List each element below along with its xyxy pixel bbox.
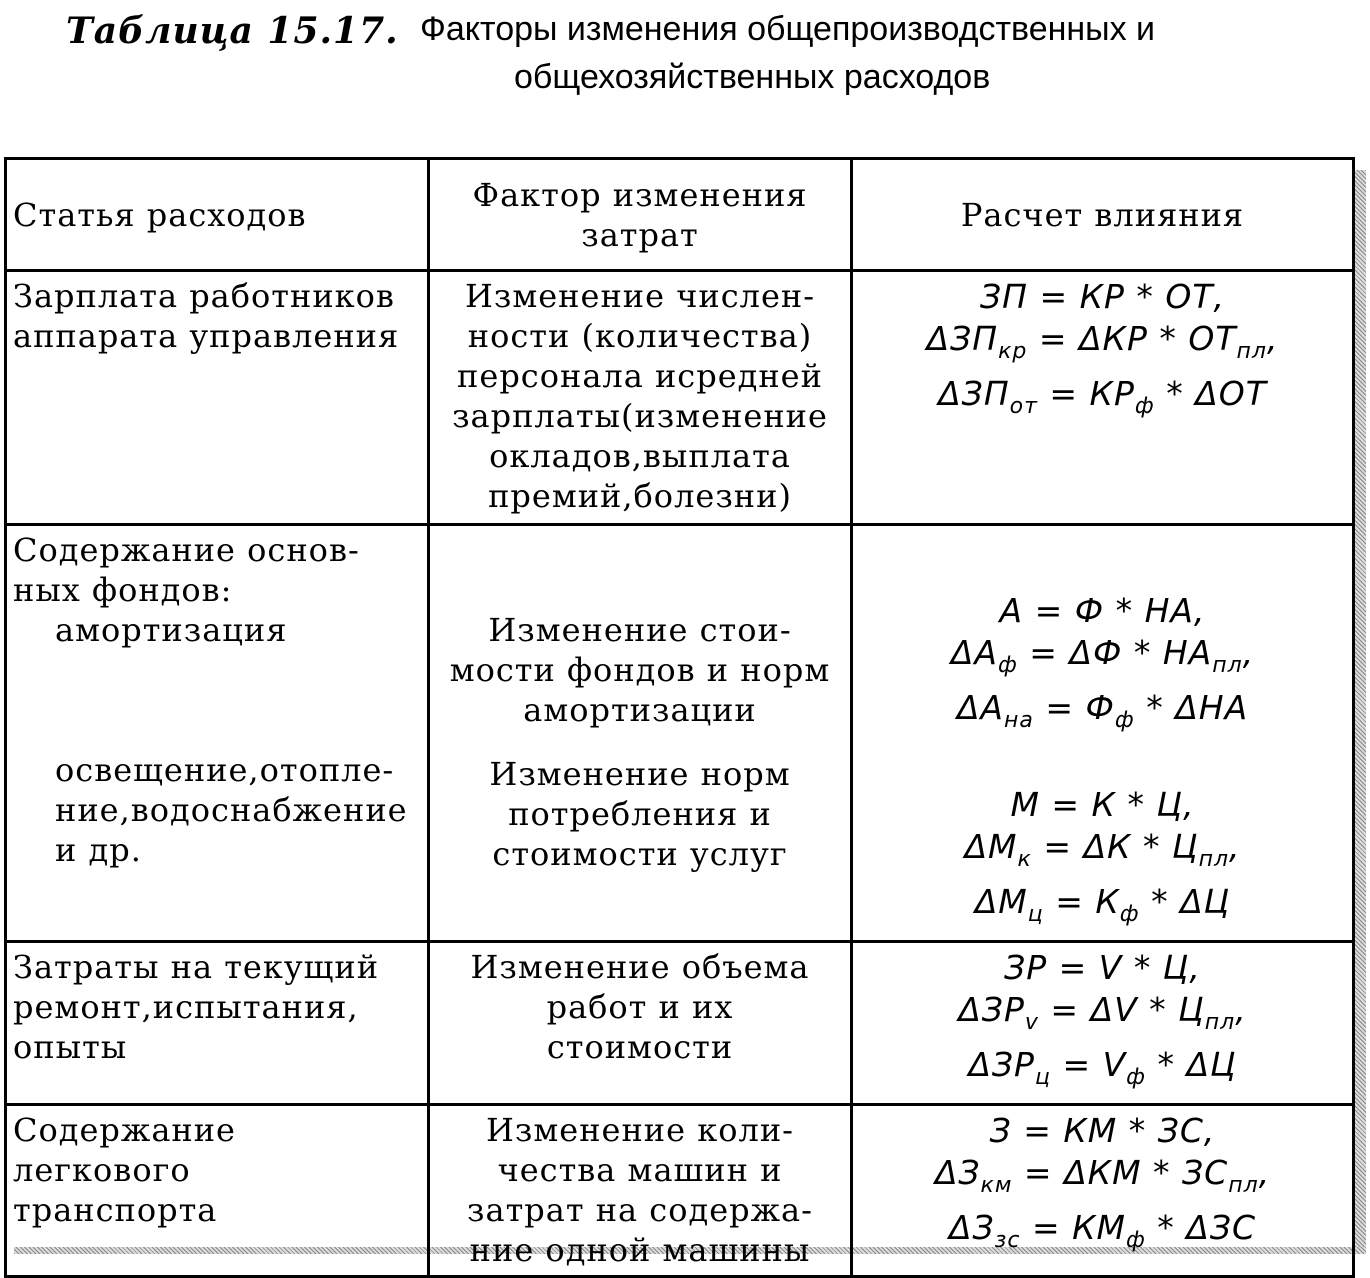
article-cell <box>6 525 429 942</box>
factor-cell <box>429 525 852 942</box>
factor-line: Изменение стои- <box>488 611 792 649</box>
formula-subscript: ф <box>1119 902 1140 927</box>
spacer <box>859 530 1346 590</box>
formula-part: , <box>1258 1153 1271 1192</box>
formula-line <box>859 989 1346 1044</box>
article-line: Содержание <box>13 1111 236 1149</box>
formula-subscript: к <box>1017 847 1032 872</box>
formula-subscript: пл <box>1204 1010 1236 1035</box>
factor-line: работ и их <box>546 988 734 1026</box>
factor-line: Изменение коли- <box>486 1111 794 1149</box>
calculation-cell <box>852 1105 1354 1277</box>
factor-line: зарплаты(изменение <box>452 397 828 435</box>
header-article: Статья расходов <box>6 159 429 271</box>
article-line: Содержание основ- <box>13 531 360 569</box>
factors-table <box>4 157 1352 1269</box>
header-row <box>6 159 1354 271</box>
formula-line <box>859 826 1346 881</box>
formula-part: ΔЗП <box>926 319 999 358</box>
calculation-cell <box>852 525 1354 942</box>
header-calculation: Расчет влияния <box>852 159 1354 271</box>
calculation-cell <box>852 271 1354 525</box>
formula-subscript: пл <box>1212 653 1243 678</box>
formula-subscript: на <box>1003 708 1034 733</box>
formula-subscript: пл <box>1228 1173 1259 1198</box>
article-line: легкового <box>13 1151 191 1189</box>
formula-subscript: пл <box>1198 847 1230 872</box>
formula-part: ΔЗП <box>938 374 1010 413</box>
formula-line: ЗП = КР * ОТ, <box>979 277 1226 316</box>
formula-part: ΔЗР <box>958 990 1025 1029</box>
expenses-table <box>4 157 1355 1278</box>
article-cell <box>6 942 429 1105</box>
calculation-cell <box>852 942 1354 1105</box>
table-title-line-1: Факторы изменения общепроизводственных и <box>420 10 1156 48</box>
formula-part: * ΔЗС <box>1145 1208 1257 1247</box>
formula-part: * ΔОТ <box>1154 374 1267 413</box>
formula-line <box>859 687 1346 742</box>
formula-line <box>859 1044 1346 1099</box>
formula-part: ΔМ <box>974 882 1028 921</box>
table-row <box>6 942 1354 1105</box>
formula-part: * ΔНА <box>1134 688 1249 727</box>
formula-line: ЗР = V * Ц, <box>1004 948 1201 987</box>
formula-part: ΔЗ <box>934 1153 981 1192</box>
formula-part: = ΔКМ * ЗС <box>1012 1153 1229 1192</box>
article-line: опыты <box>13 1028 128 1066</box>
formula-part: ΔЗ <box>948 1208 995 1247</box>
table-caption <box>0 4 1370 124</box>
formula-subscript: ф <box>1126 1065 1146 1090</box>
factor-line: ности (количества) <box>467 317 813 355</box>
formula-part: * ΔЦ <box>1145 1045 1237 1084</box>
article-line: аппарата управления <box>13 317 400 355</box>
article-cell <box>6 271 429 525</box>
article-line: Затраты на текущий <box>13 948 380 986</box>
header-factor: Фактор изменения затрат <box>429 159 852 271</box>
formula-part: , <box>1229 827 1241 866</box>
factor-line: персонала исредней <box>457 357 823 395</box>
formula-line: А = Ф * НА, <box>999 591 1206 630</box>
formula-line <box>859 632 1346 687</box>
article-line: ных фондов: <box>13 571 233 609</box>
formula-part: ΔЗР <box>968 1045 1035 1084</box>
factor-line: мости фондов и норм <box>449 651 831 689</box>
table-row <box>6 271 1354 525</box>
formula-subscript: ф <box>997 653 1018 678</box>
factor-line: стоимости <box>546 1028 734 1066</box>
formula-subscript: зс <box>994 1228 1021 1253</box>
formula-subscript: ц <box>1027 902 1044 927</box>
table-row <box>6 525 1354 942</box>
formula-subscript: ф <box>1134 394 1155 419</box>
formula-part: , <box>1242 633 1255 672</box>
formula-part: ΔА <box>950 633 998 672</box>
factor-line: премий,болезни) <box>488 477 792 515</box>
factor-line: Изменение числен- <box>464 277 816 315</box>
formula-subscript: ц <box>1034 1065 1051 1090</box>
article-line: ние,водоснабжение <box>55 791 408 829</box>
spacer <box>859 742 1346 784</box>
formula-part: = ΔКР * ОТ <box>1027 319 1237 358</box>
table-title-line-2: общехозяйственных расходов <box>514 58 991 96</box>
article-line: и др. <box>55 831 142 869</box>
spacer <box>436 730 844 754</box>
formula-part: = К <box>1043 882 1120 921</box>
formula-line <box>859 881 1346 936</box>
factor-line: потребления и <box>508 795 772 833</box>
factor-line: окладов,выплата <box>489 437 791 475</box>
spacer <box>436 530 844 610</box>
formula-subscript: от <box>1009 394 1038 419</box>
factor-cell <box>429 271 852 525</box>
formula-line <box>859 373 1346 428</box>
formula-part: = ΔV * Ц <box>1038 990 1205 1029</box>
factor-line: ние одной машины <box>469 1231 811 1269</box>
article-line: транспорта <box>13 1191 218 1229</box>
formula-line <box>859 1152 1346 1207</box>
factor-line: затрат на содержа- <box>467 1191 813 1229</box>
article-line: амортизация <box>55 611 288 649</box>
formula-part: = Ф <box>1033 688 1115 727</box>
article-line: освещение,отопле- <box>55 751 395 789</box>
formula-line <box>859 318 1346 373</box>
spacer <box>13 650 421 750</box>
formula-part: = V <box>1050 1045 1127 1084</box>
formula-part: , <box>1235 990 1247 1029</box>
formula-part: = ΔК * Ц <box>1031 827 1199 866</box>
factor-line: амортизации <box>523 691 757 729</box>
factor-line: чества машин и <box>497 1151 783 1189</box>
formula-subscript: ф <box>1114 708 1135 733</box>
formula-part: ΔА <box>956 688 1004 727</box>
formula-subscript: v <box>1024 1010 1039 1035</box>
formula-part: = КР <box>1037 374 1135 413</box>
formula-subscript: ф <box>1125 1228 1146 1253</box>
formula-line: З = КМ * ЗС, <box>989 1111 1216 1150</box>
formula-subscript: пл <box>1236 339 1267 364</box>
factor-cell <box>429 1105 852 1277</box>
formula-part: * ΔЦ <box>1139 882 1231 921</box>
article-cell <box>6 1105 429 1277</box>
formula-part: ΔМ <box>964 827 1018 866</box>
article-line: ремонт,испытания, <box>13 988 359 1026</box>
formula-line: М = К * Ц, <box>1010 785 1195 824</box>
factor-cell <box>429 942 852 1105</box>
formula-part: , <box>1266 319 1279 358</box>
formula-part: = ΔФ * НА <box>1017 633 1213 672</box>
article-line: Зарплата работников <box>13 277 395 315</box>
table-number: Таблица 15.17. <box>66 10 399 52</box>
table-row <box>6 1105 1354 1277</box>
formula-subscript: км <box>980 1173 1013 1198</box>
factor-line: Изменение объема <box>470 948 810 986</box>
factor-line: стоимости услуг <box>492 835 788 873</box>
formula-subscript: кр <box>998 339 1028 364</box>
formula-part: = КМ <box>1020 1208 1126 1247</box>
factor-line: Изменение норм <box>489 755 791 793</box>
